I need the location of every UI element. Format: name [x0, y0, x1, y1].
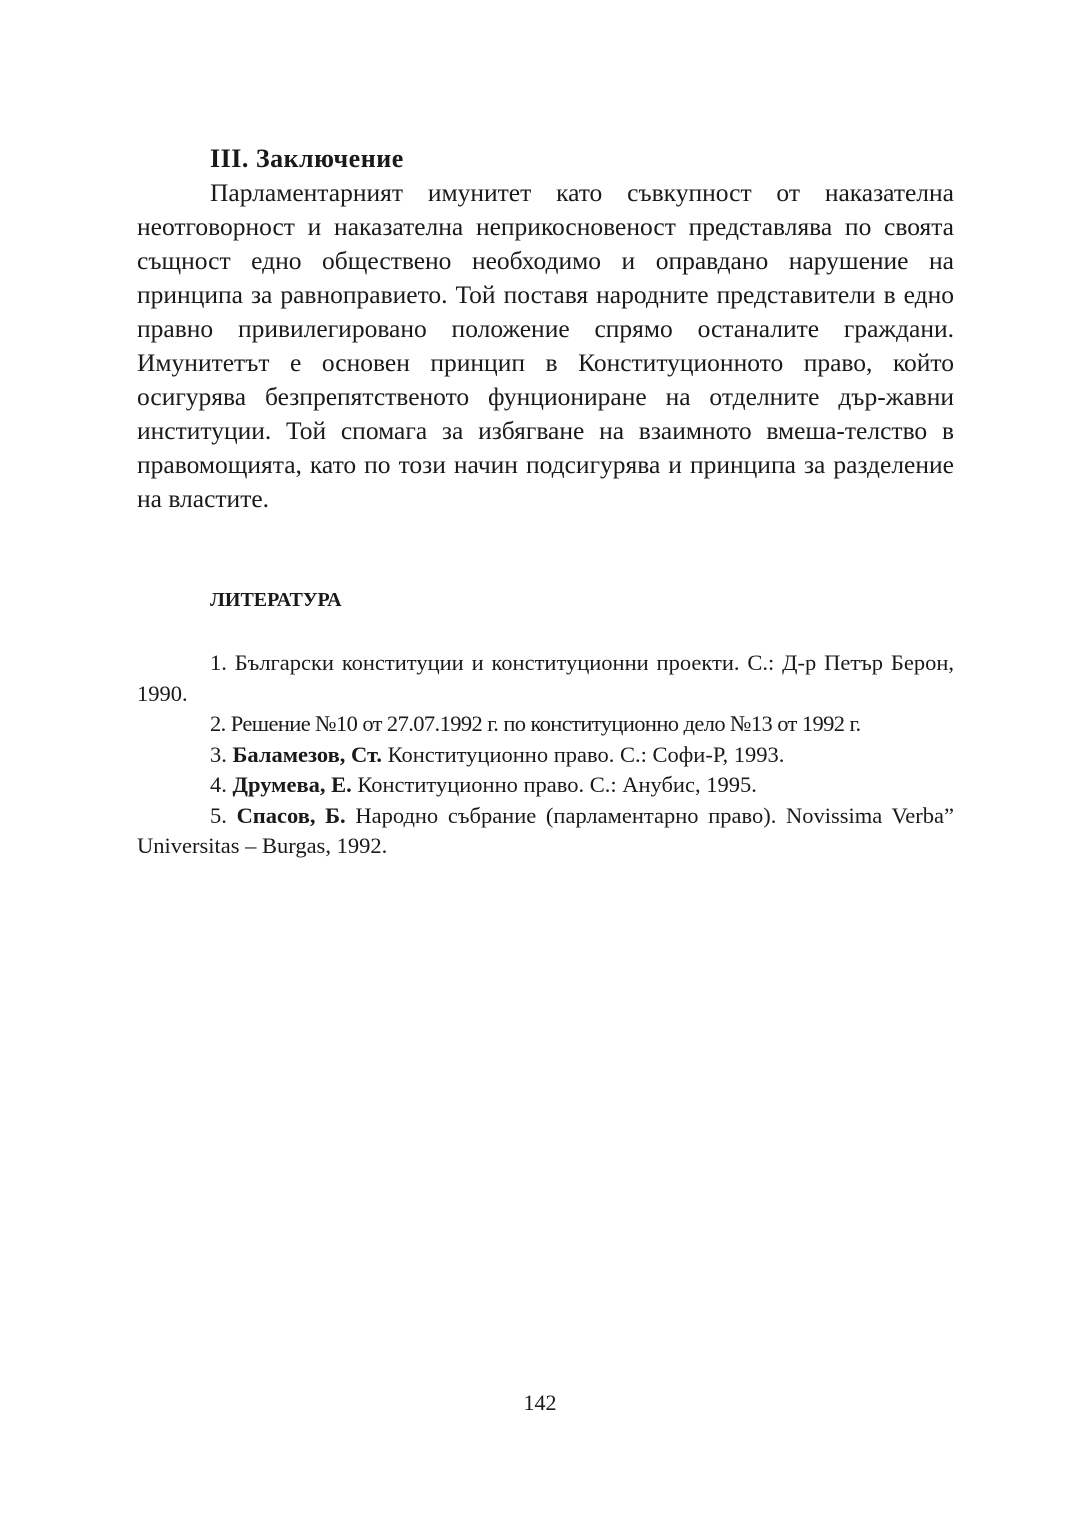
reference-text: Български конституции и конституционни проекти. С.: Д-р Петър Берон, 1990.	[137, 650, 955, 706]
reference-item-4	[137, 770, 954, 801]
reference-number: 1.	[210, 650, 227, 675]
reference-text: Решение №10 от 27.07.1992 г. по конституционно дело №13 от 1992 г.	[230, 711, 861, 736]
reference-author: Баламезов, Ст.	[232, 741, 382, 767]
reference-item-2	[137, 709, 954, 740]
reference-text: Народно събрание (парламентарно право). Novissima Verba” Universitas – Burgas, 1992.	[137, 802, 954, 858]
reference-text: Конституционно право. С.: Софи-Р, 1993.	[387, 741, 785, 767]
reference-number: 3.	[210, 741, 227, 767]
reference-author: Спасов, Б.	[236, 802, 346, 828]
reference-number: 5.	[210, 802, 227, 828]
reference-text: Конституционно право. С.: Анубис, 1995.	[357, 772, 757, 797]
reference-number: 2.	[210, 711, 226, 736]
reference-list	[137, 648, 954, 862]
section-heading: III. Заключение	[210, 144, 404, 173]
reference-author: Друмева, Е.	[232, 772, 352, 797]
page-number: 142	[523, 1390, 557, 1415]
reference-number: 4.	[210, 772, 227, 797]
reference-item-1	[137, 648, 954, 709]
conclusion-paragraph: Парламентарният имунитет като съвкупност от наказателна неотговорност и наказателна неприкосновеност представлява по своята същност едно обществено необходимо и оправдано нарушение на принципа за равноправието. Той поставя народните представители в едно правно привилегировано положение спрямо останалите граждани. Имунитетът е основен принцип в Конституционното право, който осигурява безпрепятственото фунциониране на отделните дър-жавни институции. Той спомага за избягване на взаимното вмеша-телство в правомощията, като по този начин подсигурява и принципа за разделение на властите.	[137, 178, 954, 513]
reference-item-5	[137, 801, 954, 862]
literature-heading: ЛИТЕРАТУРА	[210, 589, 342, 611]
reference-item-3	[137, 740, 954, 771]
